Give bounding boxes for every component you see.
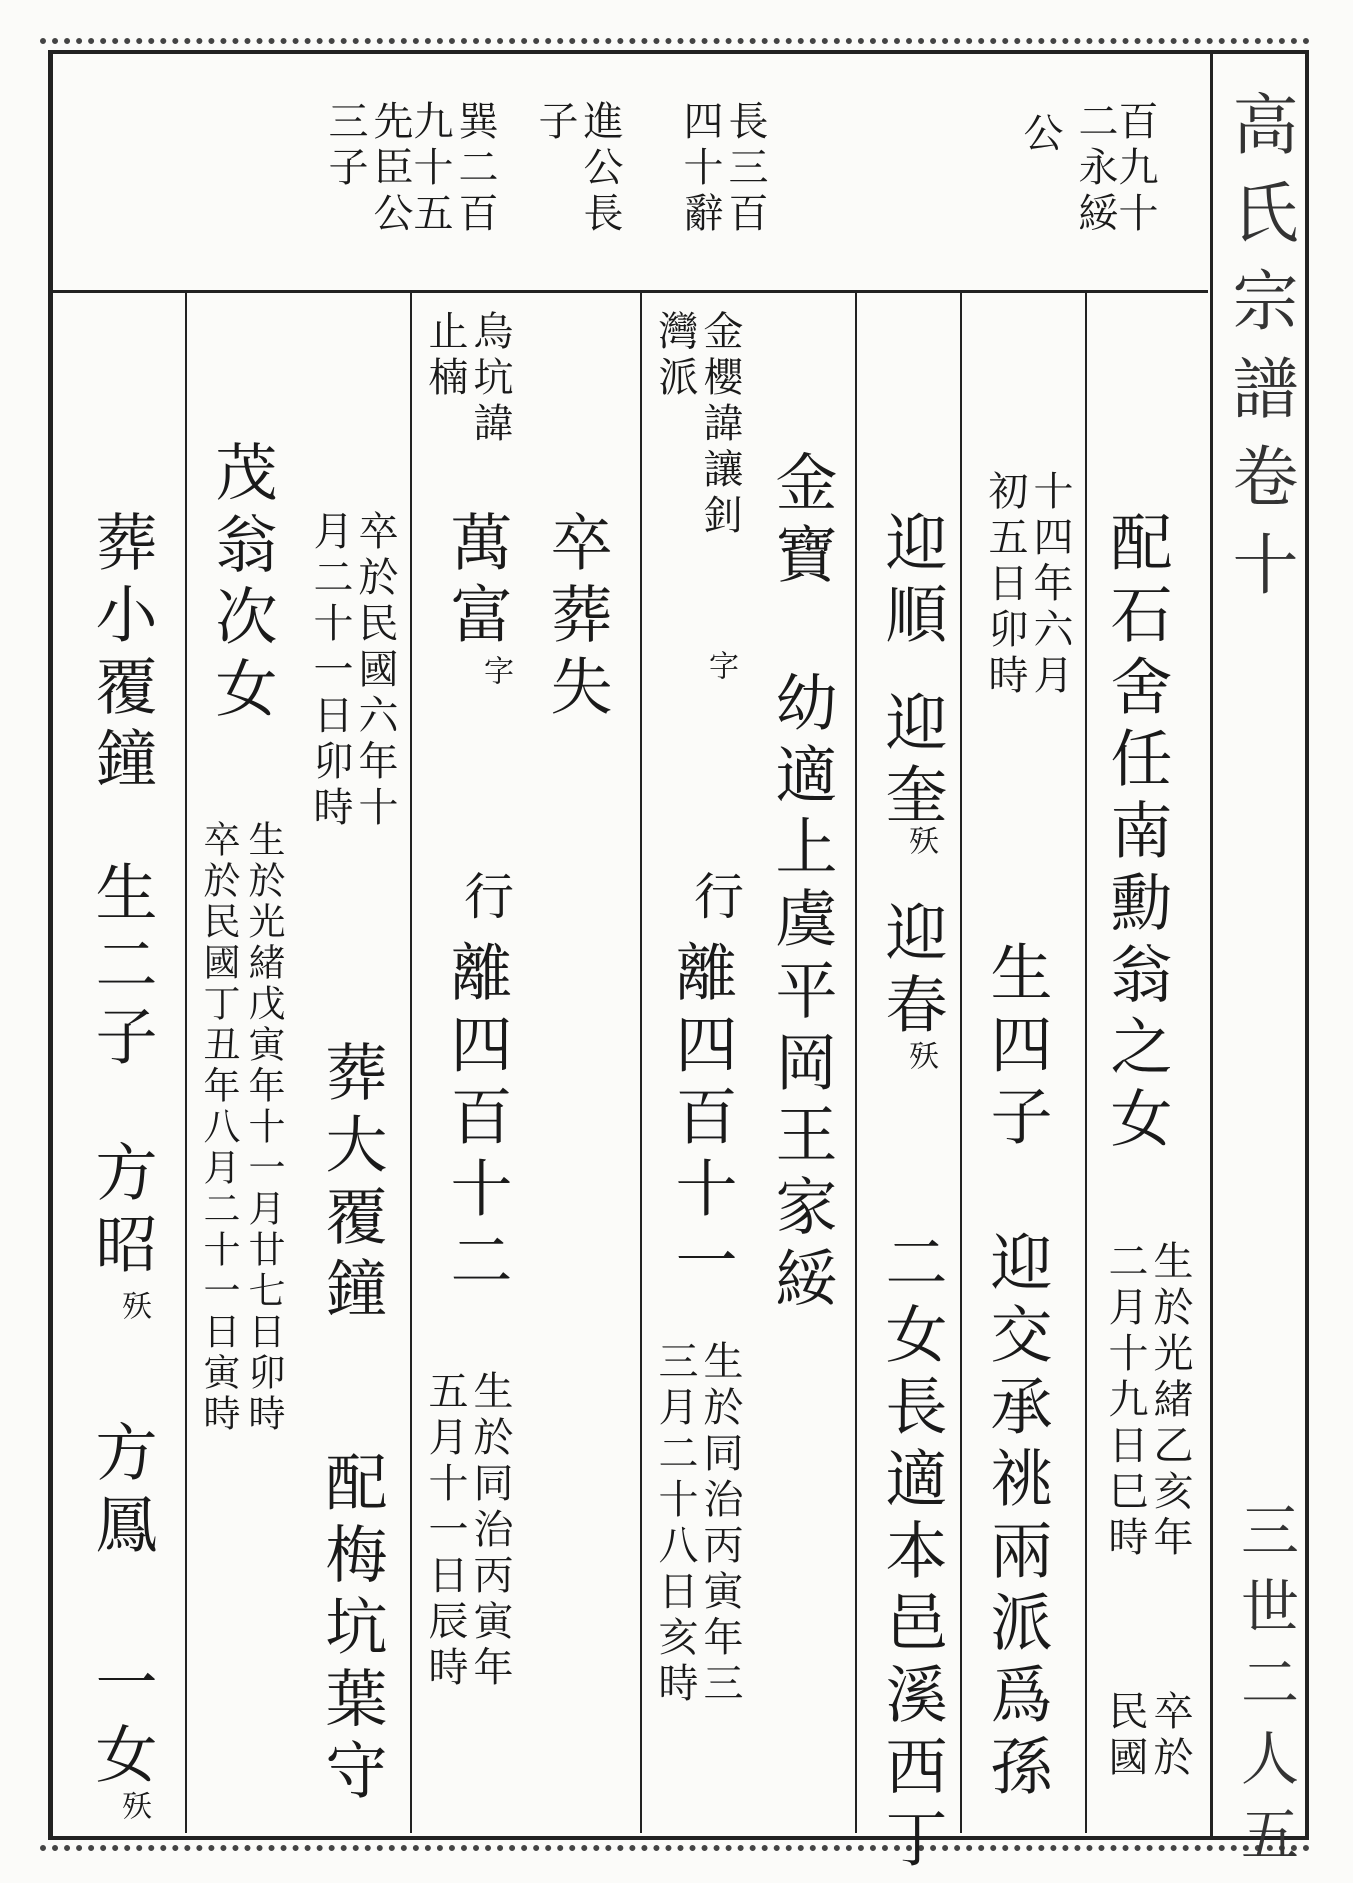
frame-top-line (48, 50, 1308, 54)
rank-label: 行 (686, 870, 744, 928)
column-divider (410, 293, 412, 1833)
margin-title: 高氏宗譜卷十 (1221, 90, 1298, 618)
upper-col: 二永綏 (1072, 100, 1118, 238)
birth-record: 五月十一日辰時 (422, 1370, 468, 1692)
person-name: 萬富 (440, 510, 513, 654)
son-name: 迎春 (875, 900, 948, 1044)
spouse-entry: 配石舍任南勳翁之女 (1100, 510, 1173, 1158)
birth-record: 生於光緒乙亥年 (1147, 1240, 1193, 1562)
birth-record: 生於光緒戊寅年十一月廿七日卯時 (242, 820, 285, 1435)
burial-note: 葬大覆鐘 (315, 1040, 388, 1328)
upper-col: 進公長 (577, 100, 623, 238)
death-record: 十四年六月 (1027, 470, 1073, 700)
died-young-note: 殀 (903, 825, 938, 858)
branch-note: 止楠 (422, 310, 468, 402)
died-young-note: 殀 (903, 1040, 938, 1073)
generation-rank: 離四百十二 (440, 940, 513, 1300)
bottom-border (40, 1845, 1310, 1851)
top-border (40, 38, 1310, 44)
birth-record: 三月二十八日亥時 (652, 1340, 698, 1708)
spouse-entry: 配梅坑葉守 (315, 1450, 388, 1810)
died-young-note: 殀 (116, 1290, 151, 1323)
son-name: 迎奎 (875, 690, 948, 834)
death-record: 卒於民國丁丑年八月二十一日寅時 (197, 820, 240, 1435)
children-count: 生四子 (980, 940, 1053, 1156)
death-record: 卒於民國六年十 (352, 510, 398, 832)
upper-col: 先臣公 (367, 100, 413, 238)
column-divider (960, 293, 962, 1833)
daughter-count: 一女 (85, 1650, 158, 1794)
upper-col: 三子 (322, 100, 368, 192)
son-name: 方鳳 (85, 1420, 158, 1564)
upper-col: 長三百 (722, 100, 768, 238)
upper-col: 子 (532, 100, 578, 146)
death-record: 卒於 (1147, 1690, 1193, 1782)
margin-divider (1210, 50, 1213, 1840)
frame-left-line (48, 50, 53, 1840)
upper-col: 百九十 (1112, 100, 1158, 238)
branch-note: 灣派 (652, 310, 698, 402)
rank-label: 行 (456, 870, 514, 928)
son-name: 迎順 (875, 510, 948, 654)
died-young-note: 殀 (116, 1790, 151, 1823)
upper-col: 公 (1017, 112, 1063, 158)
upper-col: 九十五 (407, 100, 453, 238)
daughter-name: 金寶 (765, 450, 838, 594)
frame-right-line (1305, 50, 1309, 1840)
branch-note: 烏坑諱 (467, 310, 513, 448)
death-record: 月二十一日卯時 (307, 510, 353, 832)
son-name: 方昭 (85, 1140, 158, 1284)
heir-note: 迎交承祧兩派爲孫 (980, 1230, 1053, 1806)
column-divider (640, 293, 642, 1833)
burial-note: 葬小覆鐘 (85, 510, 158, 798)
upper-col: 四十辭 (677, 100, 723, 238)
daughter-note: 二女長適本邑溪西丁 (875, 1230, 948, 1878)
death-record: 民國 (1102, 1690, 1148, 1782)
style-name-label: 字 (478, 655, 513, 688)
generation-rank: 離四百十一 (665, 940, 738, 1300)
style-name-label: 字 (703, 650, 738, 683)
birth-record: 生於同治丙寅年三 (697, 1340, 743, 1708)
column-divider (1085, 293, 1087, 1833)
marriage-note: 幼適上虞平岡王家綏 (765, 670, 838, 1318)
frame-mid-line (48, 290, 1208, 293)
birth-record: 二月十九日巳時 (1102, 1240, 1148, 1562)
birth-record: 生於同治丙寅年 (467, 1370, 513, 1692)
burial-note: 卒葬失 (540, 510, 613, 726)
frame-bottom-line (48, 1836, 1308, 1840)
margin-page: 三世二人五 (1231, 1500, 1299, 1880)
column-divider (185, 293, 187, 1833)
branch-note: 金櫻諱讓釗 (697, 310, 743, 540)
spouse-origin: 茂翁次女 (205, 440, 278, 728)
children-count: 生二子 (85, 860, 158, 1076)
upper-col: 巽二百 (452, 100, 498, 238)
column-divider (855, 293, 857, 1833)
death-record: 初五日卯時 (982, 470, 1028, 700)
